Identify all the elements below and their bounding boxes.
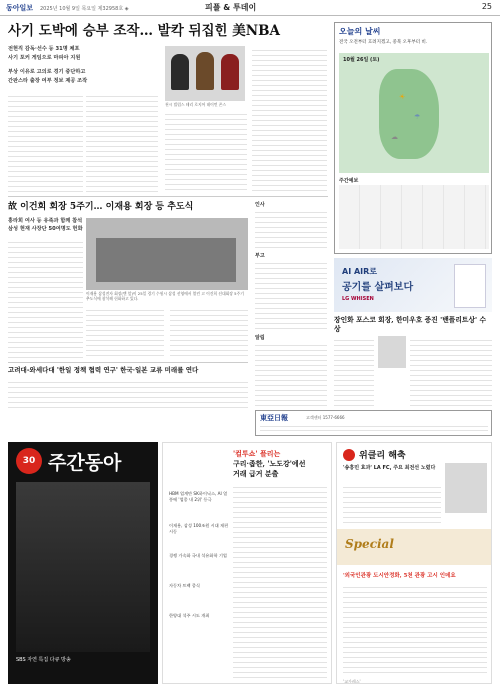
nba-subhead-1: 전현직 감독·선수 등 31명 체포 [8, 46, 80, 52]
center-ad-item-4: 자동차 트랙 종식 [169, 583, 200, 588]
center-ad-sub-1: 구리·좁한, '노도강'에선 [233, 459, 306, 468]
kunhee-subhead-2: 삼성 현재 사장단 50여명도 헌화 [8, 226, 83, 232]
korea-peninsula-shape [379, 69, 439, 159]
weather-box [334, 22, 492, 254]
right-ad-footer-body [343, 583, 487, 677]
obituary-list [255, 259, 327, 329]
posco-portrait [378, 336, 406, 368]
business-info-box [255, 410, 492, 436]
player-photo [445, 463, 487, 513]
right-ad-title: 위클리 해축 [359, 451, 406, 461]
ad-caption: SBS 자연 특집 다큐 방송 [16, 657, 71, 663]
right-ad-footer: '외국인관광 도시안정화, 5천 관광 고시 인데요 [343, 573, 456, 579]
weekly-donga-ad[interactable] [8, 442, 158, 684]
notice-list [255, 341, 327, 411]
center-ad-title: '컬투쇼' 플리는 [233, 449, 281, 458]
ad-cover-image [16, 482, 150, 652]
special-banner [337, 529, 492, 565]
sun-icon: ☀ [399, 93, 406, 101]
nba-photo-caption: 천시 빌럽스 테리 로지어 데이먼 존스 [165, 102, 227, 107]
lg-whisen-ad[interactable] [334, 258, 492, 312]
weekly-forecast-label: 주간예보 [339, 178, 359, 184]
newspaper-logo: 동아일보 [6, 3, 34, 12]
nba-body-col-1 [8, 92, 83, 192]
koreajapan-headline: 고려대-와세다대 '한일 정책 협력 연구' 한국·일본 교류 미래를 연다 [8, 366, 199, 374]
weather-map-date: 10월 26일 (토) [343, 57, 380, 63]
right-ad-body [343, 483, 441, 523]
ad-aiair-text: AI AIR로 [342, 267, 378, 276]
special-banner-text: Special [345, 537, 394, 551]
obituary-section-label: 부고 [255, 253, 265, 259]
right-ad-footer-2: '교가레스' [343, 679, 361, 684]
divider [8, 362, 248, 363]
weather-map [339, 53, 489, 173]
posco-body-col-2 [410, 336, 492, 406]
player-3-photo [221, 54, 239, 90]
nba-player-photos [165, 46, 245, 101]
anniversary-badge: 30 [16, 448, 42, 474]
air-conditioner-image [454, 264, 486, 308]
center-ad-body [233, 483, 327, 679]
nba-headline: 사기 도박에 승부 조작… 발칵 뒤집힌 美NBA [8, 23, 280, 39]
kunhee-body-col-3 [170, 306, 248, 358]
kunhee-memorial-photo [86, 218, 248, 290]
business-logo: 東亞日報 [260, 413, 288, 422]
page-number: 25 [481, 2, 492, 11]
ad-slogan: 공기를 살펴보다 [342, 282, 414, 293]
nba-subhead-2: 사기 포커 게임으로 마피아 지원 [8, 55, 81, 61]
people-list [255, 208, 327, 248]
nba-body-col-3 [165, 110, 247, 192]
kunhee-subhead-1: 홍라희 여사 등 유족과 함께 참석 [8, 218, 83, 224]
player-2-photo [196, 52, 214, 90]
section-title: 피플 & 투데이 [205, 3, 257, 12]
issue-date: 2025년 10월 9일 목요일 제32958호 ◈ [40, 6, 129, 12]
kunhee-headline: 故 이건희 회장 5주기… 이재용 회장 등 추도식 [8, 202, 194, 212]
business-contact: 고객센터 1577-6666 [306, 415, 345, 420]
nba-subhead-3: 부상 이유로 고의로 경기 중단하고 [8, 69, 86, 75]
nba-body-col-4 [252, 46, 327, 192]
right-ad-sub: '송흥민 효과' LA FC, 주요 최전선 노렸다 [343, 465, 436, 471]
weekly-donga-contents-ad[interactable] [162, 442, 332, 684]
football-icon [343, 449, 355, 461]
weather-title: 오늘의 날씨 [339, 26, 381, 36]
nba-subhead-4: 간판스타 출장 여부 정보 제공 조작 [8, 78, 88, 84]
rain-cloud-icon: ☂ [414, 113, 421, 121]
nba-body-col-2 [86, 92, 158, 192]
weather-subtitle: 전국 오전부터 흐려지겠고, 중북 오후부터 비. [339, 40, 428, 45]
masthead [0, 0, 500, 16]
player-1-photo [171, 54, 189, 90]
center-ad-item-3: 경쟁 가속화 국내 석유화학 기업 [169, 553, 227, 558]
weekly-donga-title: 주간동아 [48, 452, 122, 474]
memorial-altar [96, 238, 236, 282]
center-ad-item-5: 한양대 석주 시도 개최 [169, 613, 210, 618]
cloud-icon: ☁ [391, 133, 398, 141]
business-details [260, 423, 488, 434]
center-ad-sub-2: 거래 급거 분출 [233, 469, 279, 478]
weekly-forecast-table [339, 185, 489, 249]
posco-headline: 장인화 포스코 회장, 한미우호 증진 '밴플리트상' 수상 [334, 316, 487, 333]
divider [8, 196, 328, 197]
kunhee-photo-caption: 이재용 삼성전자 회장(맨 앞)이 25일 경기 수원시 삼성 선영에서 열린 고 이건희 선대회장 5주기 추도식에 참석해 헌화하고 있다. [86, 291, 244, 301]
kunhee-body-col-1 [8, 238, 83, 358]
posco-body-col-1 [334, 336, 374, 406]
people-section-label: 인사 [255, 202, 265, 208]
center-ad-item-2: 이재용, 삼성 100조원 시대 재편 시동 [169, 523, 229, 534]
koreajapan-body [8, 378, 248, 410]
kunhee-body-col-2 [86, 306, 164, 358]
center-ad-item-1: HBM 업계만 SK하이닉스, AI 열풍에 '업종 내 2위' 등극 [169, 491, 228, 502]
weekly-football-ad[interactable] [336, 442, 492, 684]
notice-section-label: 알림 [255, 335, 265, 341]
ad-brand: LG WHISEN [342, 296, 374, 302]
